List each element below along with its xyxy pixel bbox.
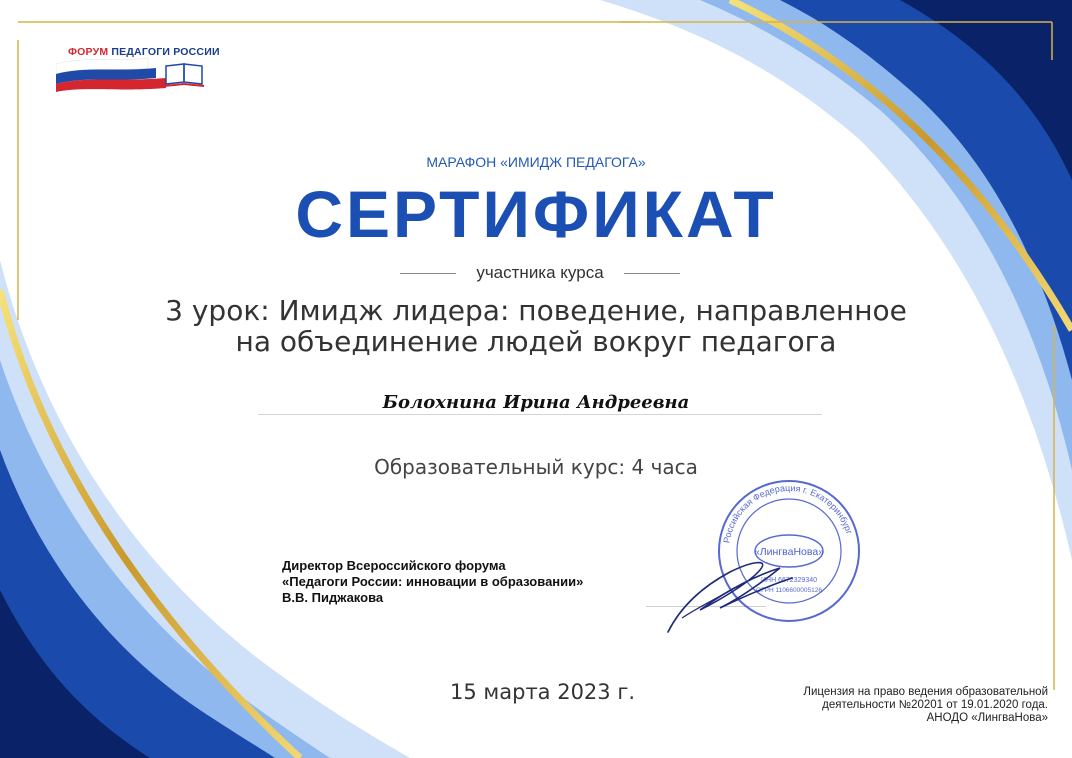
- subtitle-row: [380, 263, 700, 283]
- lesson-title: [0, 295, 1072, 357]
- license-line-3: АНОДО «ЛингваНова»: [926, 712, 1048, 724]
- certificate-subtitle: участника курса: [476, 263, 604, 282]
- course-hours: Образовательный курс: 4 часа: [374, 455, 698, 479]
- director-block: [282, 558, 583, 606]
- subtitle-right-rule: [624, 273, 680, 274]
- recipient-name: Болохнина Ирина Андреевна: [382, 392, 690, 413]
- stamp-ogrn: ОГРН 1106600005126: [756, 587, 822, 594]
- recipient-underline: [258, 414, 822, 415]
- book-icon: [164, 64, 204, 86]
- license-line-1: Лицензия на право ведения образовательной: [803, 686, 1048, 698]
- director-signature: [660, 548, 800, 638]
- subtitle-left-rule: [400, 273, 456, 274]
- director-line-2: «Педагоги России: инновации в образовании»: [282, 574, 584, 589]
- forum-logo: [56, 44, 220, 92]
- logo-text: [68, 46, 220, 58]
- lesson-title-line-2: на объединение людей вокруг педагога: [235, 325, 837, 358]
- issue-date: 15 марта 2023 г.: [450, 680, 636, 704]
- stamp-inn: ИНН 6672329340: [760, 577, 818, 584]
- director-name: В.В. Пиджакова: [282, 590, 384, 605]
- marathon-title: МАРАФОН «ИМИДЖ ПЕДАГОГА»: [426, 154, 646, 170]
- director-line-1: Директор Всероссийского форума: [282, 558, 506, 573]
- license-info: [748, 686, 1048, 725]
- stamp-ring-text: Российская Федерация г. Екатеринбург: [721, 482, 855, 544]
- certificate-title: СЕРТИФИКАТ: [295, 177, 777, 251]
- logo-word-teachers: ПЕДАГОГИ РОССИИ: [111, 46, 220, 58]
- stamp-center-text: «ЛингваНова»: [753, 546, 825, 558]
- logo-word-forum: ФОРУМ: [68, 46, 109, 58]
- lesson-title-line-1: 3 урок: Имидж лидера: поведение, направленное: [165, 294, 907, 327]
- license-line-2: деятельности №20201 от 19.01.2020 года.: [822, 699, 1048, 711]
